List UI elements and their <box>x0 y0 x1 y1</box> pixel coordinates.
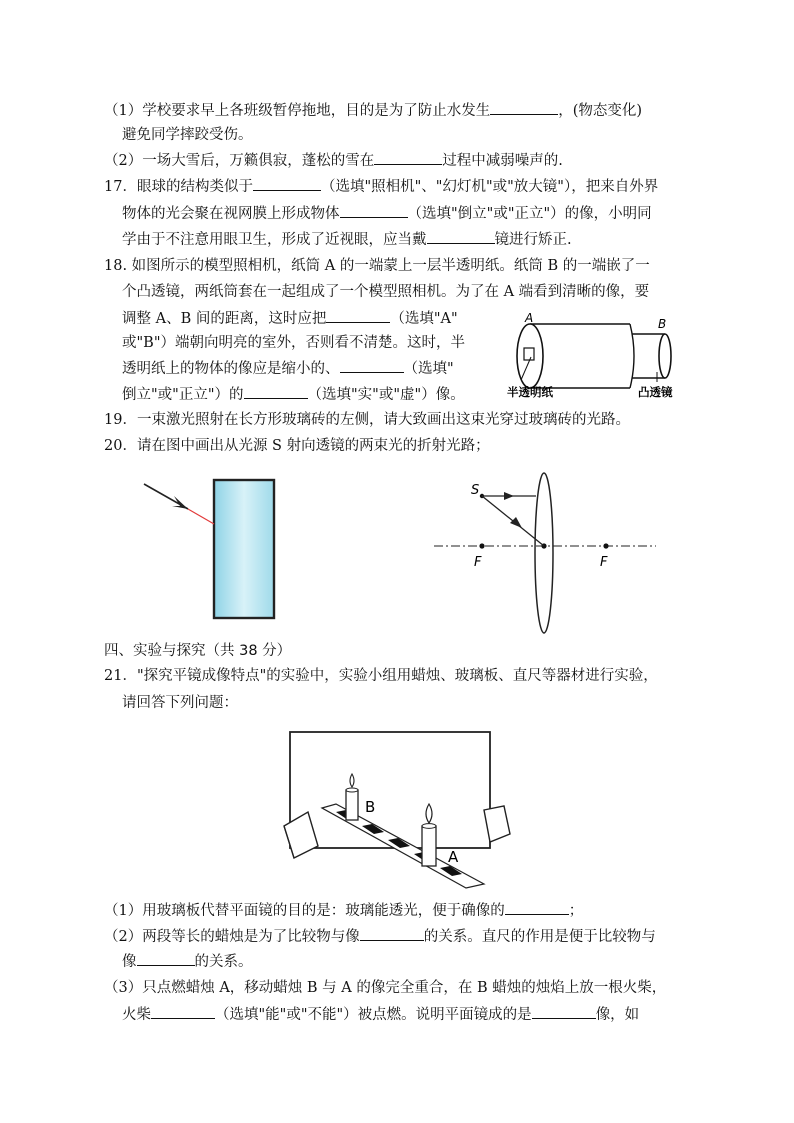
q18-text-e: 倒立"或"正立"）的 <box>122 387 244 403</box>
answer-blank[interactable] <box>244 383 308 399</box>
q21-p2-text-b: 的关系。直尺的作用是便于比较物与 <box>423 929 656 945</box>
arrow-icon <box>172 496 188 509</box>
answer-blank[interactable] <box>137 950 195 966</box>
focus-right <box>603 543 608 548</box>
q19-text: 19．一束激光照射在长方形玻璃砖的左侧，请大致画出这束光穿过玻璃砖的光路。 <box>104 412 630 428</box>
fig-label-paper: 半透明纸 <box>507 385 553 399</box>
fig-label-b: B <box>365 798 376 816</box>
q17-text-b: （选填"照相机"、"幻灯机"或"放大镜"），把来自外界 <box>320 179 659 195</box>
q16-p1-text-b: ，(物态变化) <box>558 103 643 119</box>
q16-p2-text-a: （2）一场大雪后，万籁俱寂，蓬松的雪在 <box>104 153 375 169</box>
q18-text-d: （选填" <box>403 361 454 377</box>
q16-p1-text-a: （1）学校要求早上各班级暂停拖地，目的是为了防止水发生 <box>104 103 491 119</box>
label-f-left: F <box>474 555 482 570</box>
q21-p1-text-b: ； <box>568 903 584 919</box>
answer-blank[interactable] <box>427 228 495 244</box>
q21-p1-text-a: （1）用玻璃板代替平面镜的目的是：玻璃能透光，便于确像的 <box>104 903 505 919</box>
answer-blank[interactable] <box>326 307 390 323</box>
fig-label-a: A <box>448 848 459 866</box>
q21-line1: 21．"探究平镜成像特点"的实验中，实验小组用蜡烛、玻璃板、直尺等器材进行实验， <box>104 668 658 684</box>
q21-line2: 请回答下列问题： <box>122 695 238 711</box>
answer-blank[interactable] <box>340 357 404 373</box>
q20-text: 20．请在图中画出从光源 S 射向透镜的两束光的折射光路； <box>104 438 490 454</box>
answer-blank[interactable] <box>340 202 408 218</box>
q21-part3-line2 <box>122 1003 639 1026</box>
convex-lens-figure <box>430 470 660 640</box>
model-camera-figure <box>505 312 705 406</box>
answer-blank[interactable] <box>360 925 424 941</box>
q18-line6 <box>122 383 465 406</box>
q18-text-a: 调整 A、B 间的距离，这时应把 <box>122 311 327 327</box>
q17-text-c: 物体的光会聚在视网膜上形成物体 <box>122 206 340 222</box>
q17-text-a: 17．眼球的结构类似于 <box>104 179 253 195</box>
answer-blank[interactable] <box>505 899 569 915</box>
section-4-title: 四、实验与探究（共 38 分） <box>104 643 292 659</box>
candle-a <box>422 826 436 866</box>
q18-line2: 个凸透镜，两纸筒套在一起组成了一个模型照相机。为了在 A 端看到清晰的像，要 <box>122 284 650 300</box>
q21-part2-line1 <box>104 925 656 948</box>
q18-line5 <box>122 357 454 380</box>
q21-p3-text-b: 火柴 <box>122 1007 151 1023</box>
q17-text-d: （选填"倒立"或"正立"）的像，小明同 <box>407 206 652 222</box>
fig-label-b: B <box>658 317 667 331</box>
glass-brick-figure <box>138 476 288 628</box>
q16-part1-line2: 避免同学摔跤受伤。 <box>122 127 253 143</box>
answer-blank[interactable] <box>374 149 442 165</box>
q21-p2-text-d: 的关系。 <box>194 954 253 970</box>
q21-part3-line1: （3）只点燃蜡烛 A，移动蜡烛 B 与 A 的像完全重合，在 B 蜡烛的烛焰上放一根火柴， <box>104 980 667 996</box>
focus-left <box>479 543 484 548</box>
tube-b <box>632 334 671 378</box>
plane-mirror-experiment-figure <box>278 726 518 894</box>
tube-a <box>517 324 634 388</box>
q17-text-f: 镜进行矫正. <box>494 232 572 248</box>
answer-blank[interactable] <box>532 1003 596 1019</box>
glass-plate <box>290 732 490 848</box>
candle-a-flame <box>426 804 432 823</box>
q21-p2-text-a: （2）两段等长的蜡烛是为了比较物与像 <box>104 929 360 945</box>
label-s: S <box>471 483 480 498</box>
candle-b <box>346 790 358 820</box>
q18-line4: 或"B"）端朝向明亮的室外，否则看不清楚。这时，半 <box>122 335 465 351</box>
q21-p3-text-c: （选填"能"或"不能"）被点燃。说明平面镜成的是 <box>215 1007 532 1023</box>
q17-line3 <box>122 228 572 251</box>
q17-line1 <box>104 175 658 198</box>
label-f-right: F <box>600 555 608 570</box>
candle-b-flame <box>350 774 354 787</box>
q21-p3-text-d: 像，如 <box>595 1007 640 1023</box>
q18-text-b: （选填"A" <box>390 311 458 327</box>
arrow-icon <box>504 492 514 500</box>
answer-blank[interactable] <box>253 175 321 191</box>
q18-line1: 18. 如图所示的模型照相机，纸筒 A 的一端蒙上一层半透明纸。纸筒 B 的一端嵌了一 <box>104 258 650 274</box>
q18-text-c: 透明纸上的物体的像应是缩小的、 <box>122 361 340 377</box>
answer-blank[interactable] <box>490 99 558 115</box>
q21-p2-text-c: 像 <box>122 954 137 970</box>
q16-part2-line <box>104 149 563 172</box>
q21-part2-line2 <box>122 950 253 973</box>
answer-blank[interactable] <box>151 1003 215 1019</box>
glass-brick <box>214 480 274 618</box>
q16-part1-line1 <box>104 99 642 122</box>
q16-p2-text-b: 过程中减弱噪声的. <box>442 153 563 169</box>
fig-label-lens: 凸透镜 <box>638 385 673 399</box>
q17-text-e: 学由于不注意用眼卫生，形成了近视眼，应当戴 <box>122 232 427 248</box>
convex-lens <box>535 473 553 633</box>
q21-part1-line <box>104 899 583 922</box>
q18-text-f: （选填"实"或"虚"）像。 <box>307 387 465 403</box>
arrow-icon <box>510 517 522 528</box>
fig-label-a: A <box>525 312 534 325</box>
q17-line2 <box>122 202 652 225</box>
q18-line3 <box>122 307 458 330</box>
